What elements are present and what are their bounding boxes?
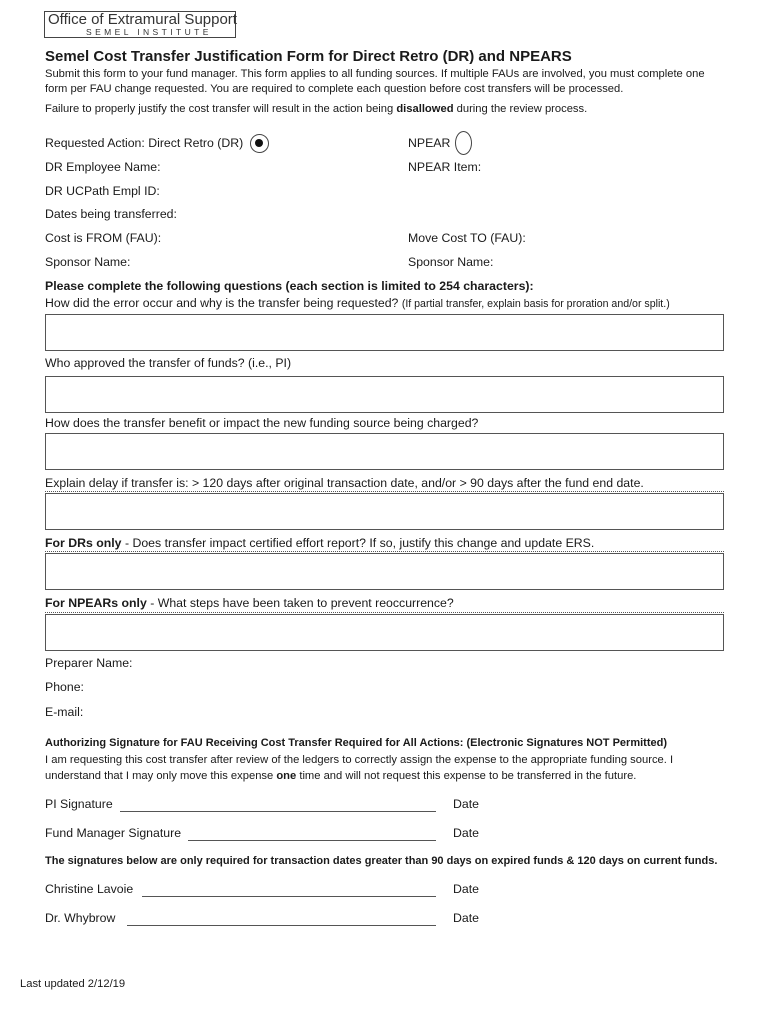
- email-label: E-mail:: [45, 705, 84, 719]
- question-6: For NPEARs only - What steps have been taken to prevent reoccurrence?: [45, 596, 454, 610]
- phone-label: Phone:: [45, 680, 84, 694]
- questions-header: Please complete the following questions (each section is limited to 254 characters):: [45, 279, 534, 293]
- pi-signature-line[interactable]: [120, 811, 436, 812]
- warning-text: Failure to properly justify the cost transfer will result in the action being disallowed during the review process.: [45, 103, 588, 115]
- dr-ucpath-id-label: DR UCPath Empl ID:: [45, 184, 160, 198]
- sponsor-name-right-label: Sponsor Name:: [408, 255, 494, 269]
- dates-transferred-label: Dates being transferred:: [45, 207, 177, 221]
- question-1: How did the error occur and why is the transfer being requested? (If partial transfer, explain basis for proration and/or split.): [45, 296, 670, 310]
- npear-radio[interactable]: [455, 131, 472, 155]
- radio-selected-dot: [255, 139, 263, 147]
- question-5: For DRs only - Does transfer impact certified effort report? If so, justify this change and update ERS.: [45, 536, 595, 550]
- question-2-textbox[interactable]: [45, 376, 724, 413]
- dr-employee-name-label: DR Employee Name:: [45, 160, 161, 174]
- question-6-textbox[interactable]: [45, 614, 724, 651]
- dr-whybrow-signature-line[interactable]: [127, 925, 436, 926]
- npear-item-label: NPEAR Item:: [408, 160, 482, 174]
- divider: [45, 491, 724, 492]
- question-5-textbox[interactable]: [45, 553, 724, 590]
- divider: [45, 551, 724, 552]
- office-logo: [44, 11, 236, 38]
- christine-date-label: Date: [453, 882, 479, 896]
- logo-line-2: SEMEL INSTITUTE: [86, 27, 212, 37]
- signature-requirement-note: The signatures below are only required for transaction dates greater than 90 days on expired funds & 120 days on current funds.: [45, 855, 718, 867]
- move-cost-to-label: Move Cost TO (FAU):: [408, 231, 526, 245]
- requested-action-label: Requested Action: Direct Retro (DR): [45, 136, 244, 150]
- question-4-textbox[interactable]: [45, 493, 724, 530]
- fund-manager-date-label: Date: [453, 826, 479, 840]
- npear-label: NPEAR: [408, 136, 451, 150]
- fund-manager-signature-label: Fund Manager Signature: [45, 826, 182, 840]
- whybrow-date-label: Date: [453, 911, 479, 925]
- pi-date-label: Date: [453, 797, 479, 811]
- authorization-statement: I am requesting this cost transfer after review of the ledgers to correctly assign the expense to the appropriate funding source. I understand that I may only move this expense one time and will not request this expense to be transferred in the future.: [45, 754, 674, 782]
- divider: [45, 612, 724, 613]
- pi-signature-label: PI Signature: [45, 797, 113, 811]
- fund-manager-signature-line[interactable]: [188, 840, 436, 841]
- logo-line-1: Office of Extramural Support: [48, 11, 237, 28]
- authorization-header: Authorizing Signature for FAU Receiving Cost Transfer Required for All Actions: (Electronic Signatures NOT Permitted): [45, 737, 667, 749]
- last-updated: Last updated 2/12/19: [20, 978, 126, 990]
- intro-text: Submit this form to your fund manager. This form applies to all funding sources. If multiple FAUs are involved, you must complete one form per FAU change requested. You are required to complete each question before cost transfers will be processed.: [45, 68, 705, 95]
- question-1-textbox[interactable]: [45, 314, 724, 351]
- preparer-name-label: Preparer Name:: [45, 656, 133, 670]
- question-3: How does the transfer benefit or impact the new funding source being charged?: [45, 416, 479, 430]
- question-2: Who approved the transfer of funds? (i.e., PI): [45, 356, 292, 370]
- dr-whybrow-label: Dr. Whybrow: [45, 911, 116, 925]
- cost-from-label: Cost is FROM (FAU):: [45, 231, 162, 245]
- christine-lavoie-label: Christine Lavoie: [45, 882, 134, 896]
- direct-retro-radio[interactable]: [250, 134, 269, 153]
- form-title: Semel Cost Transfer Justification Form for Direct Retro (DR) and NPEARS: [45, 48, 572, 65]
- question-4: Explain delay if transfer is: > 120 days after original transaction date, and/or > 90 days after the fund end date.: [45, 476, 644, 490]
- christine-lavoie-signature-line[interactable]: [142, 896, 436, 897]
- sponsor-name-left-label: Sponsor Name:: [45, 255, 131, 269]
- question-3-textbox[interactable]: [45, 433, 724, 470]
